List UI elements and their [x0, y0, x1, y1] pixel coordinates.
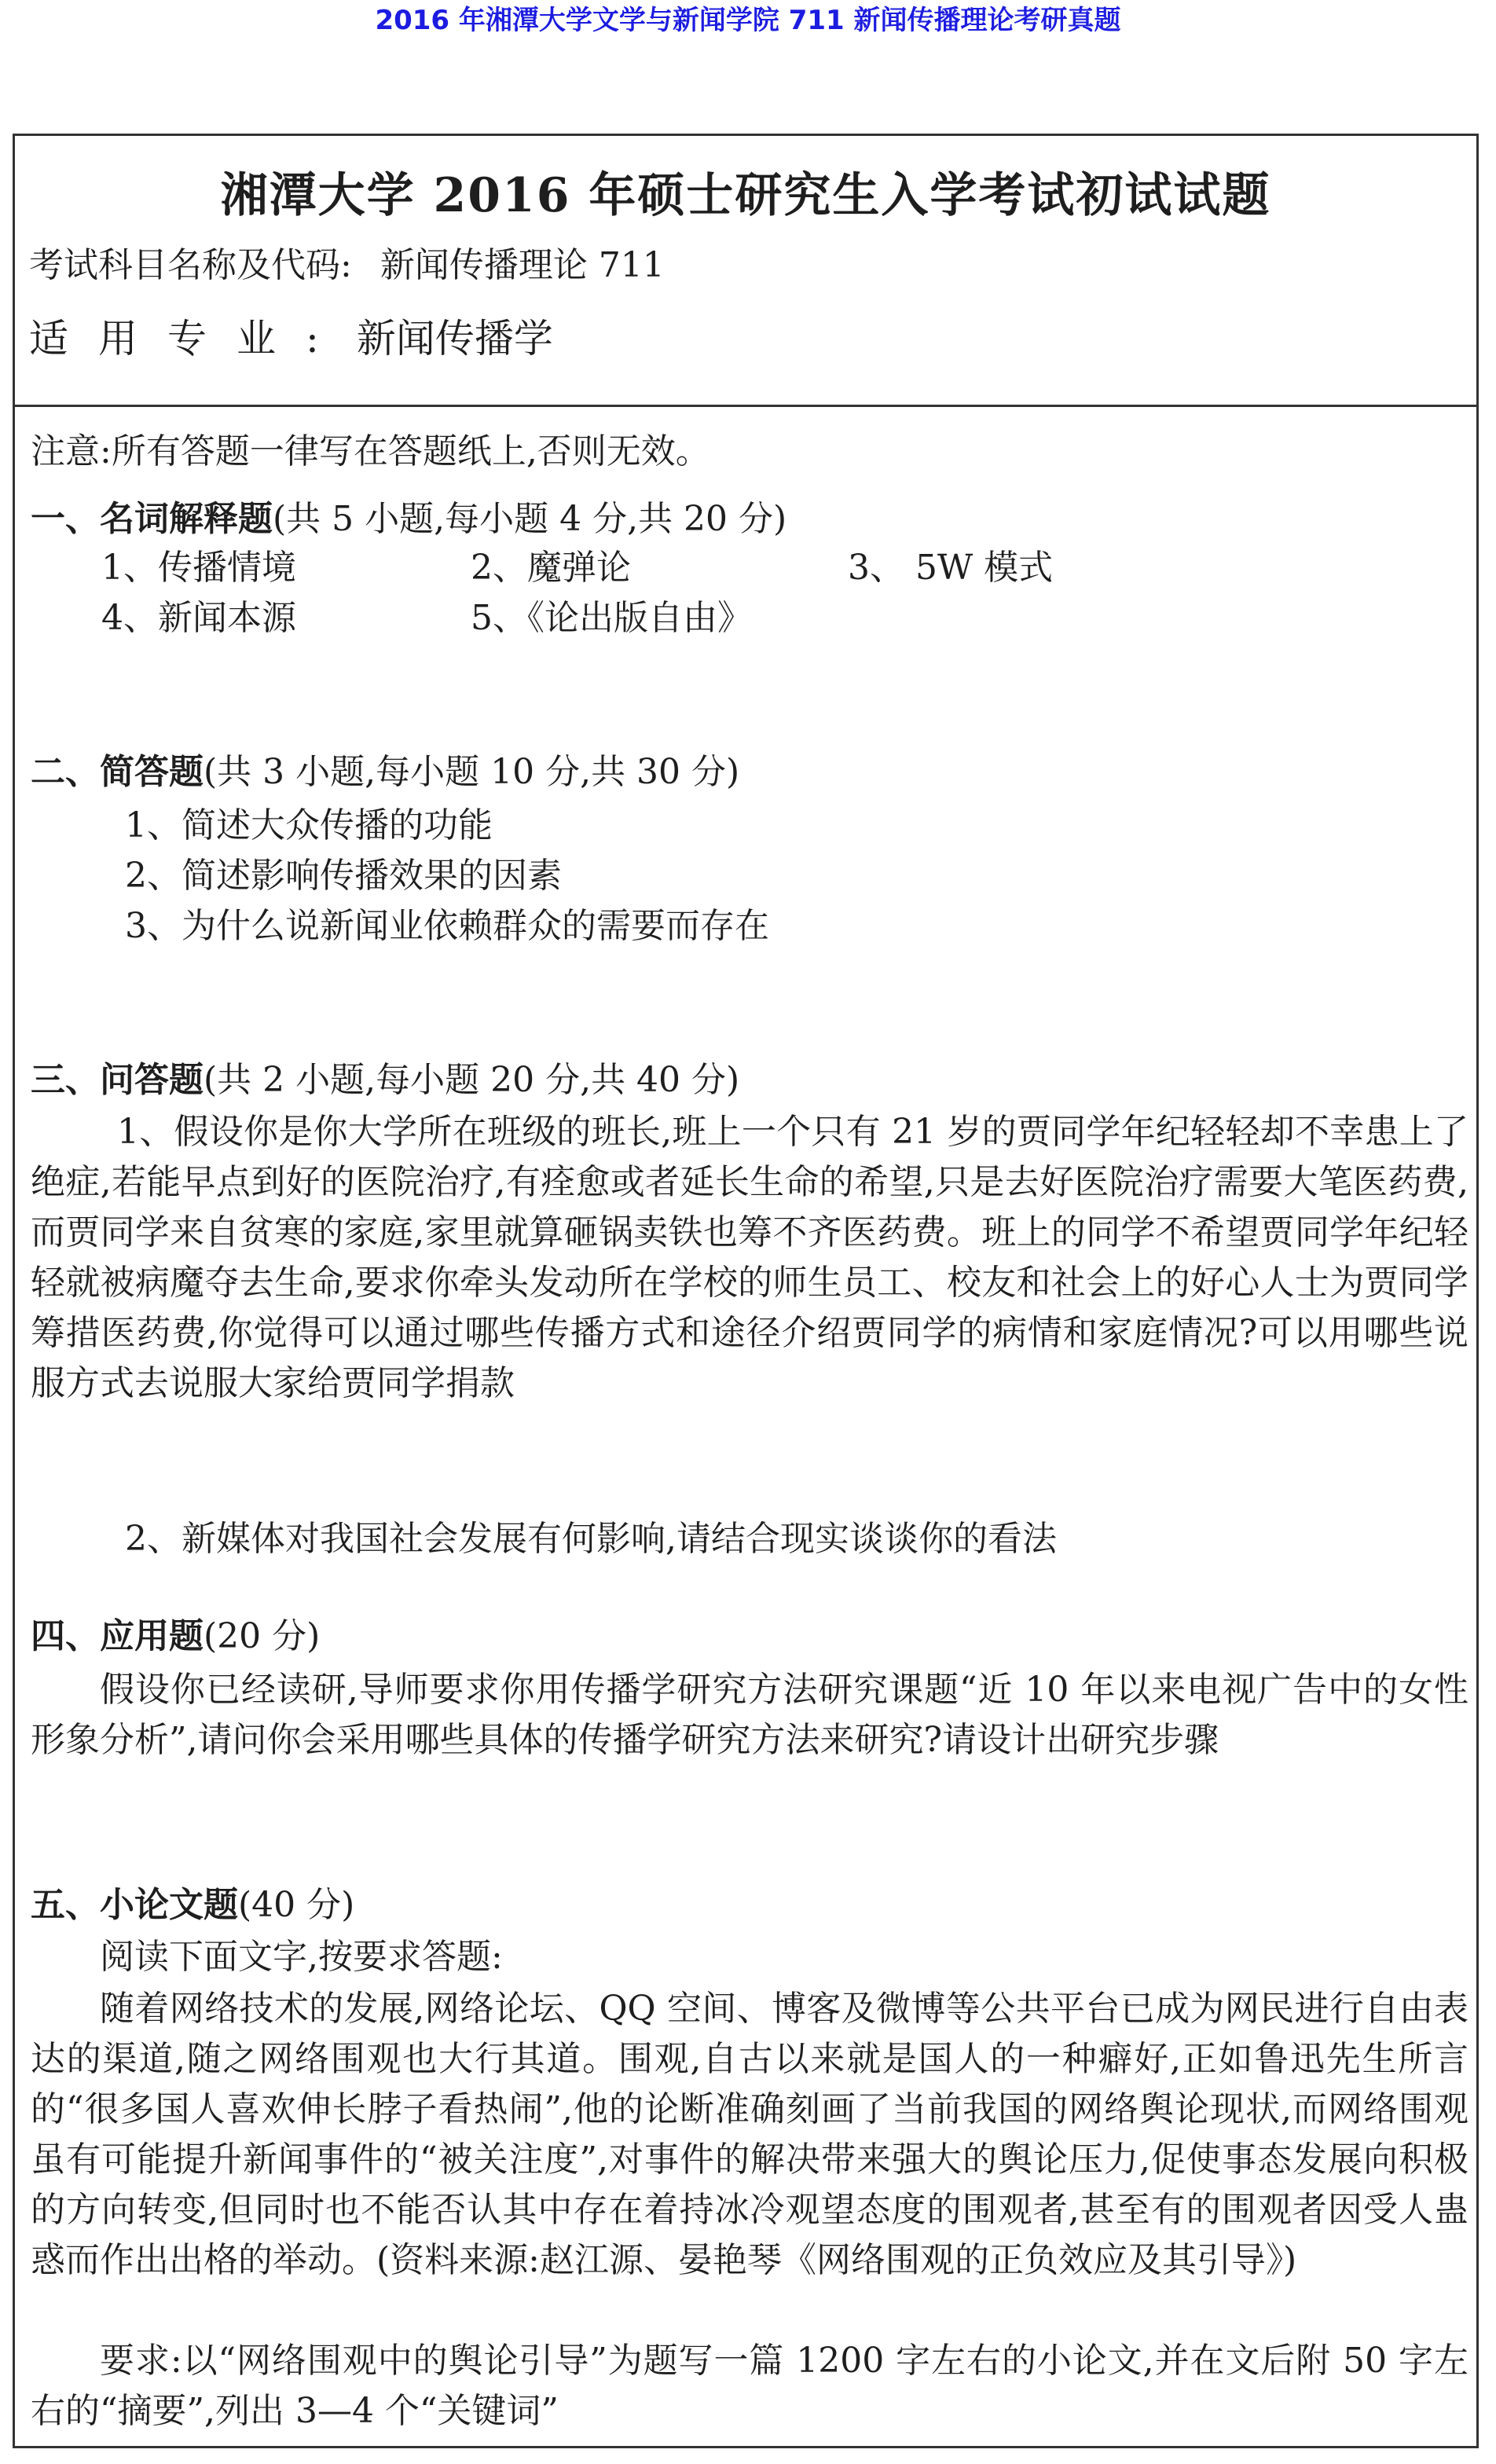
section1-heading: [31, 496, 786, 543]
major-value: 新闻传播学: [356, 316, 553, 361]
section2-note: (共 3 小题,每小题 10 分,共 30 分): [204, 752, 740, 792]
section5-passage: 随着网络技术的发展,网络论坛、QQ 空间、博客及微博等公共平台已成为网民进行自由表达的渠道,随之网络围观也大行其道。围观,自古以来就是国人的一种癖好,正如鲁迅先生所言的“很多国人喜欢伸长脖子看热闹”,他的论断准确刻画了当前我国的网络舆论现状,而网络围观虽有可能提升新闻事件的“被关注度”,对事件的解决带来强大的舆论压力,促使事态发展向积极的方向转变,但同时也不能否认其中存在着持冰冷观望态度的围观者,甚至有的围观者因受人蛊惑而作出出格的举动。(资料来源:赵江源、晏艳琴《网络围观的正负效应及其引导》): [31, 1989, 1468, 2280]
exam-header-box: [15, 136, 1476, 407]
section2-heading: [31, 749, 739, 796]
section5-title: 五、小论文题: [31, 1885, 238, 1925]
subject-row: [29, 236, 665, 287]
section4-note: (20 分): [204, 1616, 321, 1656]
subject-label: 考试科目名称及代码:: [29, 245, 352, 285]
section3-question-2: 2、新媒体对我国社会发展有何影响,请结合现实谈谈你的看法: [125, 1519, 1057, 1559]
section1-item: 5、《论出版自由》: [471, 598, 752, 638]
section1-item: 2、魔弹论: [471, 548, 631, 588]
section2-title: 二、简答题: [31, 752, 204, 792]
section5-heading: [31, 1882, 354, 1929]
section5-requirement: 要求:以“网络围观中的舆论引导”为题写一篇 1200 字左右的小论文,并在文后附 50 字左右的“摘要”,列出 3—4 个“关键词”: [31, 2341, 1468, 2431]
section3-note: (共 2 小题,每小题 20 分,共 40 分): [204, 1060, 740, 1100]
section2-item: 3、为什么说新闻业依赖群众的需要而存在: [125, 906, 769, 946]
section1-note: (共 5 小题,每小题 4 分,共 20 分): [273, 499, 787, 539]
major-row: [29, 307, 553, 364]
section1-item: 3、 5W 模式: [848, 548, 1054, 588]
section1-item: 1、传播情境: [101, 548, 296, 588]
document-header-title: 2016 年湘潭大学文学与新闻学院 711 新闻传播理论考研真题: [375, 5, 1121, 36]
major-label: 适用专业:: [29, 316, 349, 361]
section3-heading: [31, 1057, 739, 1104]
section5-lead: 阅读下面文字,按要求答题:: [100, 1937, 503, 1977]
section4-heading: [31, 1613, 320, 1660]
section3-question-1: 1、假设你是你大学所在班级的班长,班上一个只有 21 岁的贾同学年纪轻轻却不幸患上了绝症,若能早点到好的医院治疗,有痊愈或者延长生命的希望,只是去好医院治疗需要大笔医药费,而贾同学来自贫寒的家庭,家里就算砸锅卖铁也筹不齐医药费。班上的同学不希望贾同学年纪轻轻就被病魔夺去生命,要求你牵头发动所在学校的师生员工、校友和社会上的好心人士为贾同学筹措医药费,你觉得可以通过哪些传播方式和途径介绍贾同学的病情和家庭情况?可以用哪些说服方式去说服大家给贾同学捐款: [31, 1112, 1468, 1403]
section1-item: 4、新闻本源: [101, 598, 296, 638]
exam-sheet: [13, 134, 1479, 2448]
exam-title: 湘潭大学 2016 年硕士研究生入学考试初试试题: [220, 168, 1271, 223]
section3-title: 三、问答题: [31, 1060, 204, 1100]
section2-item: 1、简述大众传播的功能: [125, 805, 493, 845]
section1-title: 一、名词解释题: [31, 499, 273, 539]
section4-text: 假设你已经读研,导师要求你用传播学研究方法研究课题“近 10 年以来电视广告中的女性形象分析”,请问你会采用哪些具体的传播学研究方法来研究?请设计出研究步骤: [31, 1670, 1468, 1760]
subject-value: 新闻传播理论 711: [380, 245, 665, 285]
notice-text: 注意:所有答题一律写在答题纸上,否则无效。: [31, 431, 710, 471]
section5-note: (40 分): [238, 1885, 355, 1925]
section2-item: 2、简述影响传播效果的因素: [125, 856, 562, 896]
section4-title: 四、应用题: [31, 1616, 204, 1656]
